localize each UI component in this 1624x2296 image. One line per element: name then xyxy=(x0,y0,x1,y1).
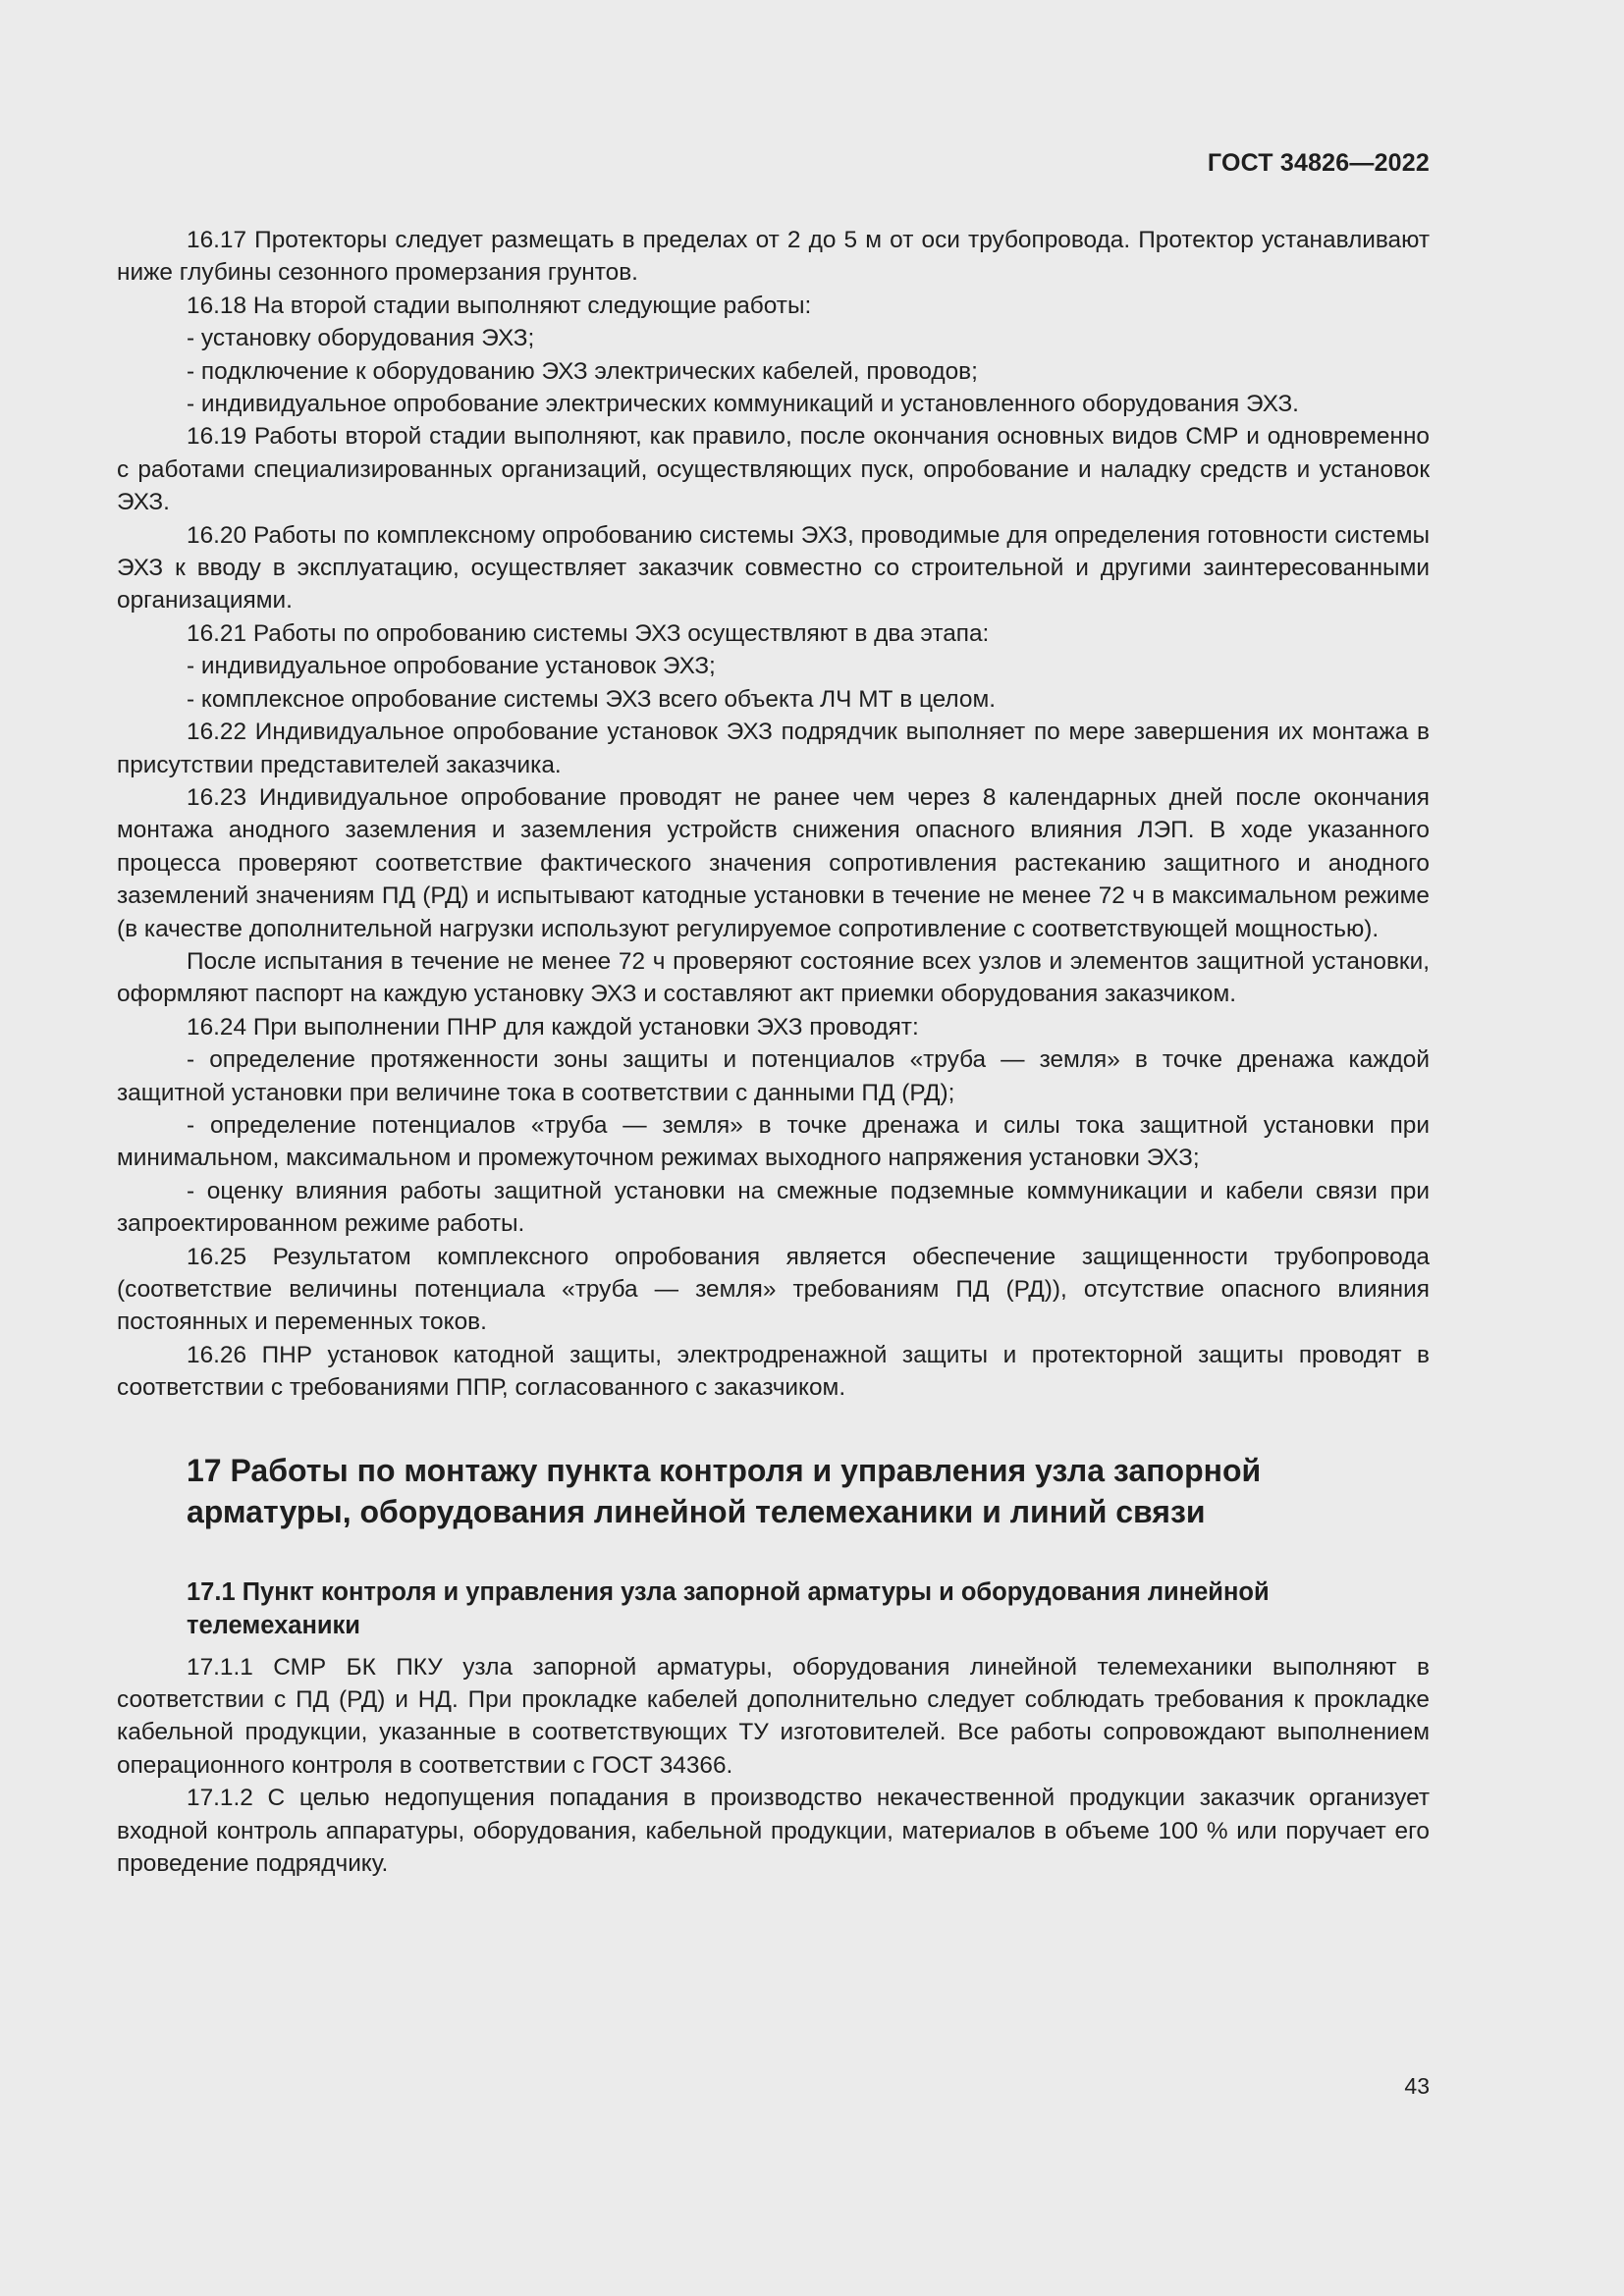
document-code: ГОСТ 34826—2022 xyxy=(1207,149,1430,177)
paragraph-16-23: 16.23 Индивидуальное опробование проводят не ранее чем через 8 календарных дней после окончания монтажа анодного заземления и заземления устройств снижения опасного влияния ЛЭП. В ходе указанного процесса проверяют соответствие фактического значения сопротивления растеканию защитного и анодного заземлений значениям ПД (РД) и испытывают катодные установки в течение не менее 72 ч в максимальном режиме (в качестве дополнительной нагрузки используют регулируемое сопротивление с соответствующей мощностью). xyxy=(117,783,1430,942)
section-heading-17: 17 Работы по монтажу пункта контроля и управления узла запорной арматуры, оборудования линейной телемеханики и линий связи xyxy=(187,1452,1262,1529)
list-item: - установку оборудования ЭХЗ; xyxy=(187,325,535,352)
paragraph-16-24: 16.24 При выполнении ПНР для каждой установки ЭХЗ проводят: xyxy=(187,1013,919,1041)
list-item: - определение потенциалов «труба — земля» в точке дренажа и силы тока защитной установки при минимальном, максимальном и промежуточном режимах выходного напряжения установки ЭХЗ; xyxy=(117,1111,1430,1172)
paragraph-16-22: 16.22 Индивидуальное опробование установок ЭХЗ подрядчик выполняет по мере завершения их монтажа в присутствии представителей заказчика. xyxy=(117,719,1430,778)
paragraph-16-26: 16.26 ПНР установок катодной защиты, электродренажной защиты и протекторной защиты проводят в соответствии с требованиями ППР, согласованного с заказчиком. xyxy=(117,1341,1430,1402)
list-item: - подключение к оборудованию ЭХЗ электрических кабелей, проводов; xyxy=(187,357,978,385)
paragraph-17-1-1: 17.1.1 СМР БК ПКУ узла запорной арматуры, оборудования линейной телемеханики выполняют в соответствии с ПД (РД) и НД. При прокладке кабелей дополнительно следует соблюдать требования к прокладке кабельной продукции, указанные в соответствующих ТУ изготовителей. Все работы сопровождают выполнением операционного контроля в соответствии с ГОСТ 34366. xyxy=(117,1653,1430,1779)
list-item: - индивидуальное опробование установок ЭХЗ; xyxy=(187,653,716,680)
paragraph-16-17: 16.17 Протекторы следует размещать в пределах от 2 до 5 м от оси трубопровода. Протектор устанавливают ниже глубины сезонного промерзания грунтов. xyxy=(117,227,1430,287)
paragraph-16-18: 16.18 На второй стадии выполняют следующие работы: xyxy=(187,292,812,319)
list-item: - оценку влияния работы защитной установки на смежные подземные коммуникации и кабели связи при запроектированном режиме работы. xyxy=(117,1177,1430,1238)
list-item: - определение протяженности зоны защиты и потенциалов «труба — земля» в точке дренажа каждой защитной установки при величине тока в соответствии с данными ПД (РД); xyxy=(117,1046,1430,1106)
paragraph-16-25: 16.25 Результатом комплексного опробования является обеспечение защищенности трубопровода (соответствие величины потенциала «труба — земля» требованиям ПД (РД)), отсутствие опасного влияния постоянных и переменных токов. xyxy=(117,1243,1430,1336)
paragraph-16-21: 16.21 Работы по опробованию системы ЭХЗ осуществляют в два этапа: xyxy=(187,619,990,647)
list-item: - комплексное опробование системы ЭХЗ всего объекта ЛЧ МТ в целом. xyxy=(187,685,997,713)
paragraph-16-19: 16.19 Работы второй стадии выполняют, как правило, после окончания основных видов СМР и одновременно с работами специализированных организаций, осуществляющих пуск, опробование и наладку средств и установок ЭХЗ. xyxy=(117,423,1430,516)
paragraph-after-test: После испытания в течение не менее 72 ч проверяют состояние всех узлов и элементов защитной установки, оформляют паспорт на каждую установку ЭХЗ и составляют акт приемки оборудования заказчиком. xyxy=(117,947,1430,1008)
list-item: - индивидуальное опробование электрических коммуникаций и установленного оборудования ЭХЗ. xyxy=(187,391,1299,418)
page-number: 43 xyxy=(1404,2073,1430,2099)
subsection-heading-17-1: 17.1 Пункт контроля и управления узла запорной арматуры и оборудования линейной телемеханики xyxy=(187,1577,1270,1639)
paragraph-17-1-2: 17.1.2 С целью недопущения попадания в производство некачественной продукции заказчик организует входной контроль аппаратуры, оборудования, кабельной продукции, материалов в объеме 100 % или поручает его проведение подрядчику. xyxy=(117,1785,1430,1878)
paragraph-16-20: 16.20 Работы по комплексному опробованию системы ЭХЗ, проводимые для определения готовности системы ЭХЗ к вводу в эксплуатацию, осуществляет заказчик совместно со строительной и другими заинтересованными организациями. xyxy=(117,521,1430,614)
page-content xyxy=(117,224,1430,1880)
